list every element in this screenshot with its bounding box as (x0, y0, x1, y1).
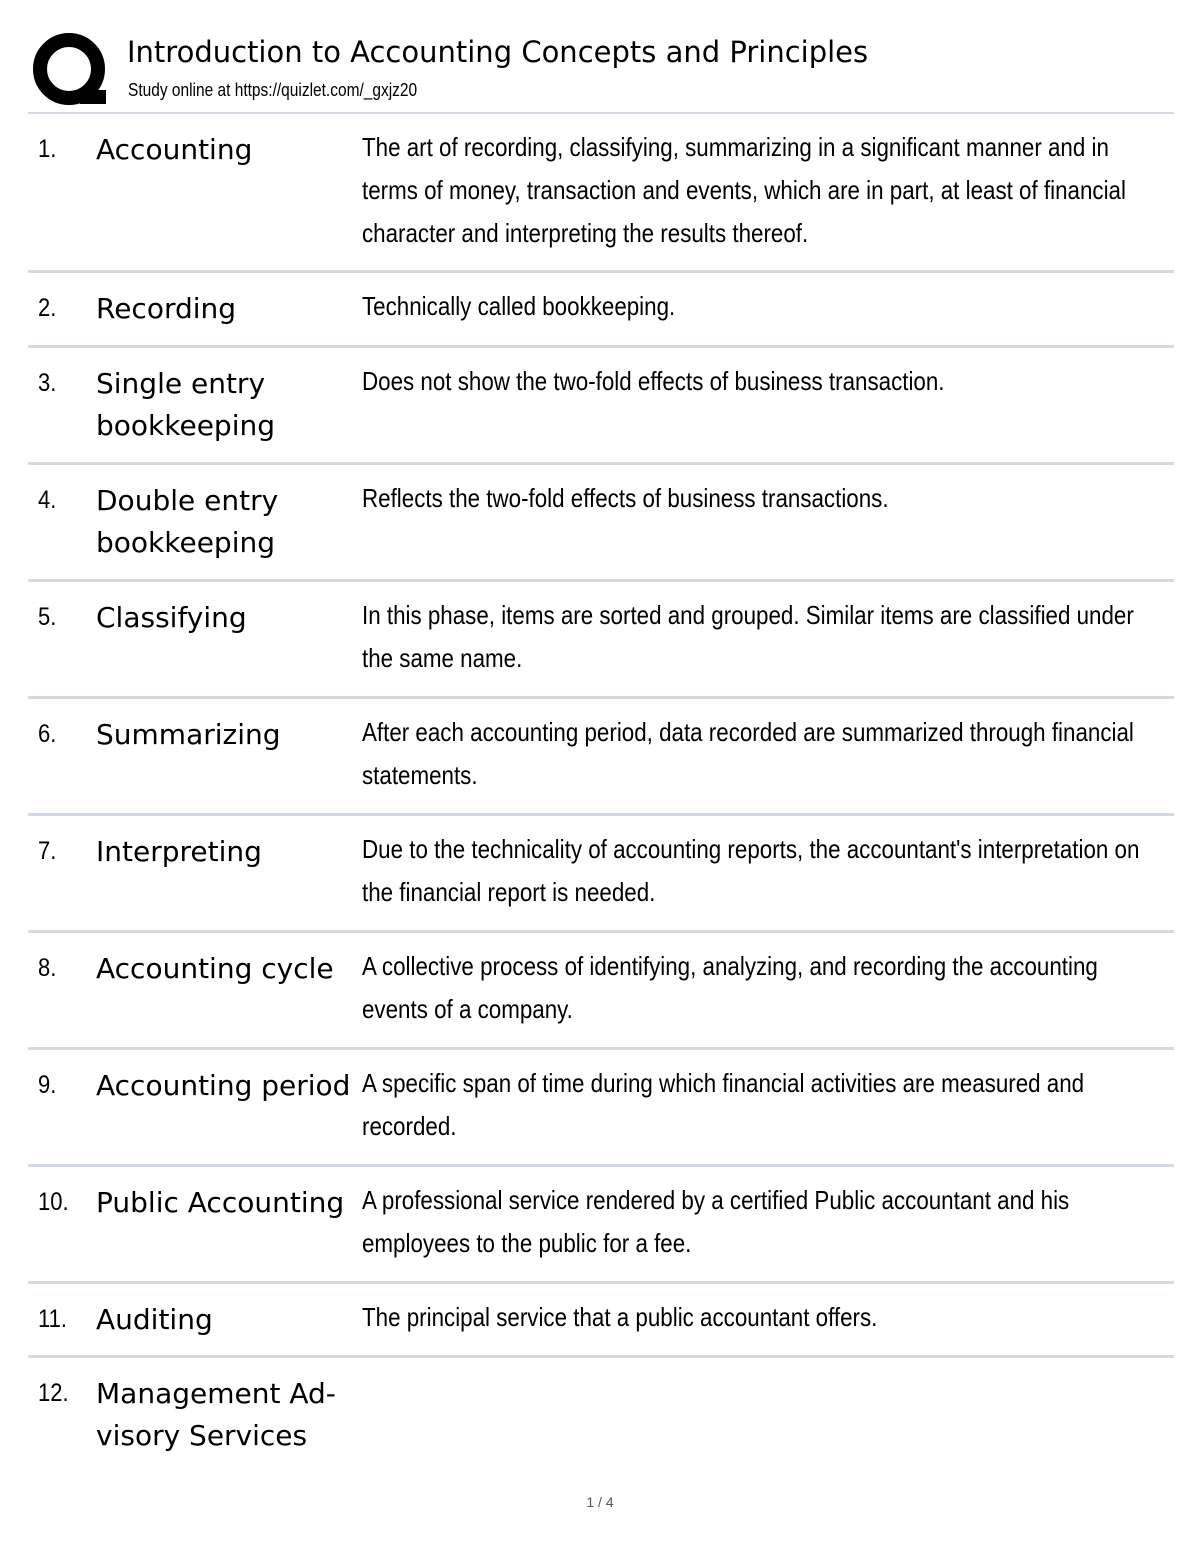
card-number: 3. (38, 369, 57, 397)
card-term: Summarizing (96, 718, 281, 751)
card-definition: The principal service that a public accountant offers. (362, 1302, 878, 1332)
document-title: Introduction to Accounting Concepts and Principles (127, 35, 869, 69)
flashcard-row (28, 699, 1174, 816)
document-header (28, 28, 1174, 112)
card-number: 12. (38, 1379, 69, 1407)
page-indicator: 1 / 4 (586, 1494, 614, 1510)
card-number: 6. (38, 720, 57, 748)
card-term: Double entry bookkeeping (96, 484, 279, 559)
flashcard-row (28, 114, 1174, 273)
card-definition: In this phase, items are sorted and grouped. Similar items are classified under the same name. (362, 600, 1134, 673)
card-number: 10. (38, 1188, 69, 1216)
card-number: 1. (38, 135, 57, 163)
card-definition: The art of recording, classifying, summarizing in a significant manner and in terms of money, transaction and events, which are in part, at least of financial character and interpreting the results thereof. (362, 132, 1126, 248)
card-term: Auditing (96, 1303, 213, 1336)
card-term: Management Advisory Services (96, 1377, 336, 1452)
flashcard-row (28, 1050, 1174, 1167)
study-online-link[interactable]: Study online at https://quizlet.com/_gxjz20 (128, 80, 418, 100)
card-definition: Does not show the two-fold effects of business transaction. (362, 366, 945, 396)
flashcard-row (28, 816, 1174, 933)
flashcard-list (28, 114, 1174, 1468)
quizlet-logo-icon (32, 32, 108, 108)
card-term: Public Accounting (96, 1186, 345, 1219)
card-definition: Reflects the two-fold effects of business transactions. (362, 483, 889, 513)
card-definition: Technically called bookkeeping. (362, 291, 676, 321)
card-definition: A specific span of time during which financial activities are measured and recorded. (362, 1068, 1085, 1141)
flashcard-row (28, 1284, 1174, 1358)
card-definition: A collective process of identifying, analyzing, and recording the accounting events of a company. (362, 951, 1098, 1024)
flashcard-row (28, 348, 1174, 465)
flashcard-row (28, 1358, 1174, 1468)
flashcard-row (28, 1167, 1174, 1284)
flashcard-row (28, 465, 1174, 582)
card-term: Recording (96, 292, 237, 325)
card-number: 11. (38, 1305, 67, 1333)
flashcard-row (28, 273, 1174, 348)
card-term: Classifying (96, 601, 247, 634)
card-term: Accounting period (96, 1069, 351, 1102)
card-number: 8. (38, 954, 57, 982)
card-number: 4. (38, 486, 57, 514)
flashcard-row (28, 933, 1174, 1050)
card-term: Single entry bookkeeping (96, 367, 275, 442)
card-number: 7. (38, 837, 57, 865)
card-definition: After each accounting period, data recorded are summarized through financial statements. (362, 717, 1134, 790)
flashcard-row (28, 582, 1174, 699)
card-definition: A professional service rendered by a certified Public accountant and his employees to the public for a fee. (362, 1185, 1070, 1258)
card-term: Accounting (96, 133, 253, 166)
card-number: 2. (38, 294, 57, 322)
card-term: Interpreting (96, 835, 262, 868)
card-definition: Due to the technicality of accounting reports, the accountant's interpretation on the financial report is needed. (362, 834, 1140, 907)
card-number: 5. (38, 603, 57, 631)
card-number: 9. (38, 1071, 57, 1099)
card-term: Accounting cycle (96, 952, 334, 985)
